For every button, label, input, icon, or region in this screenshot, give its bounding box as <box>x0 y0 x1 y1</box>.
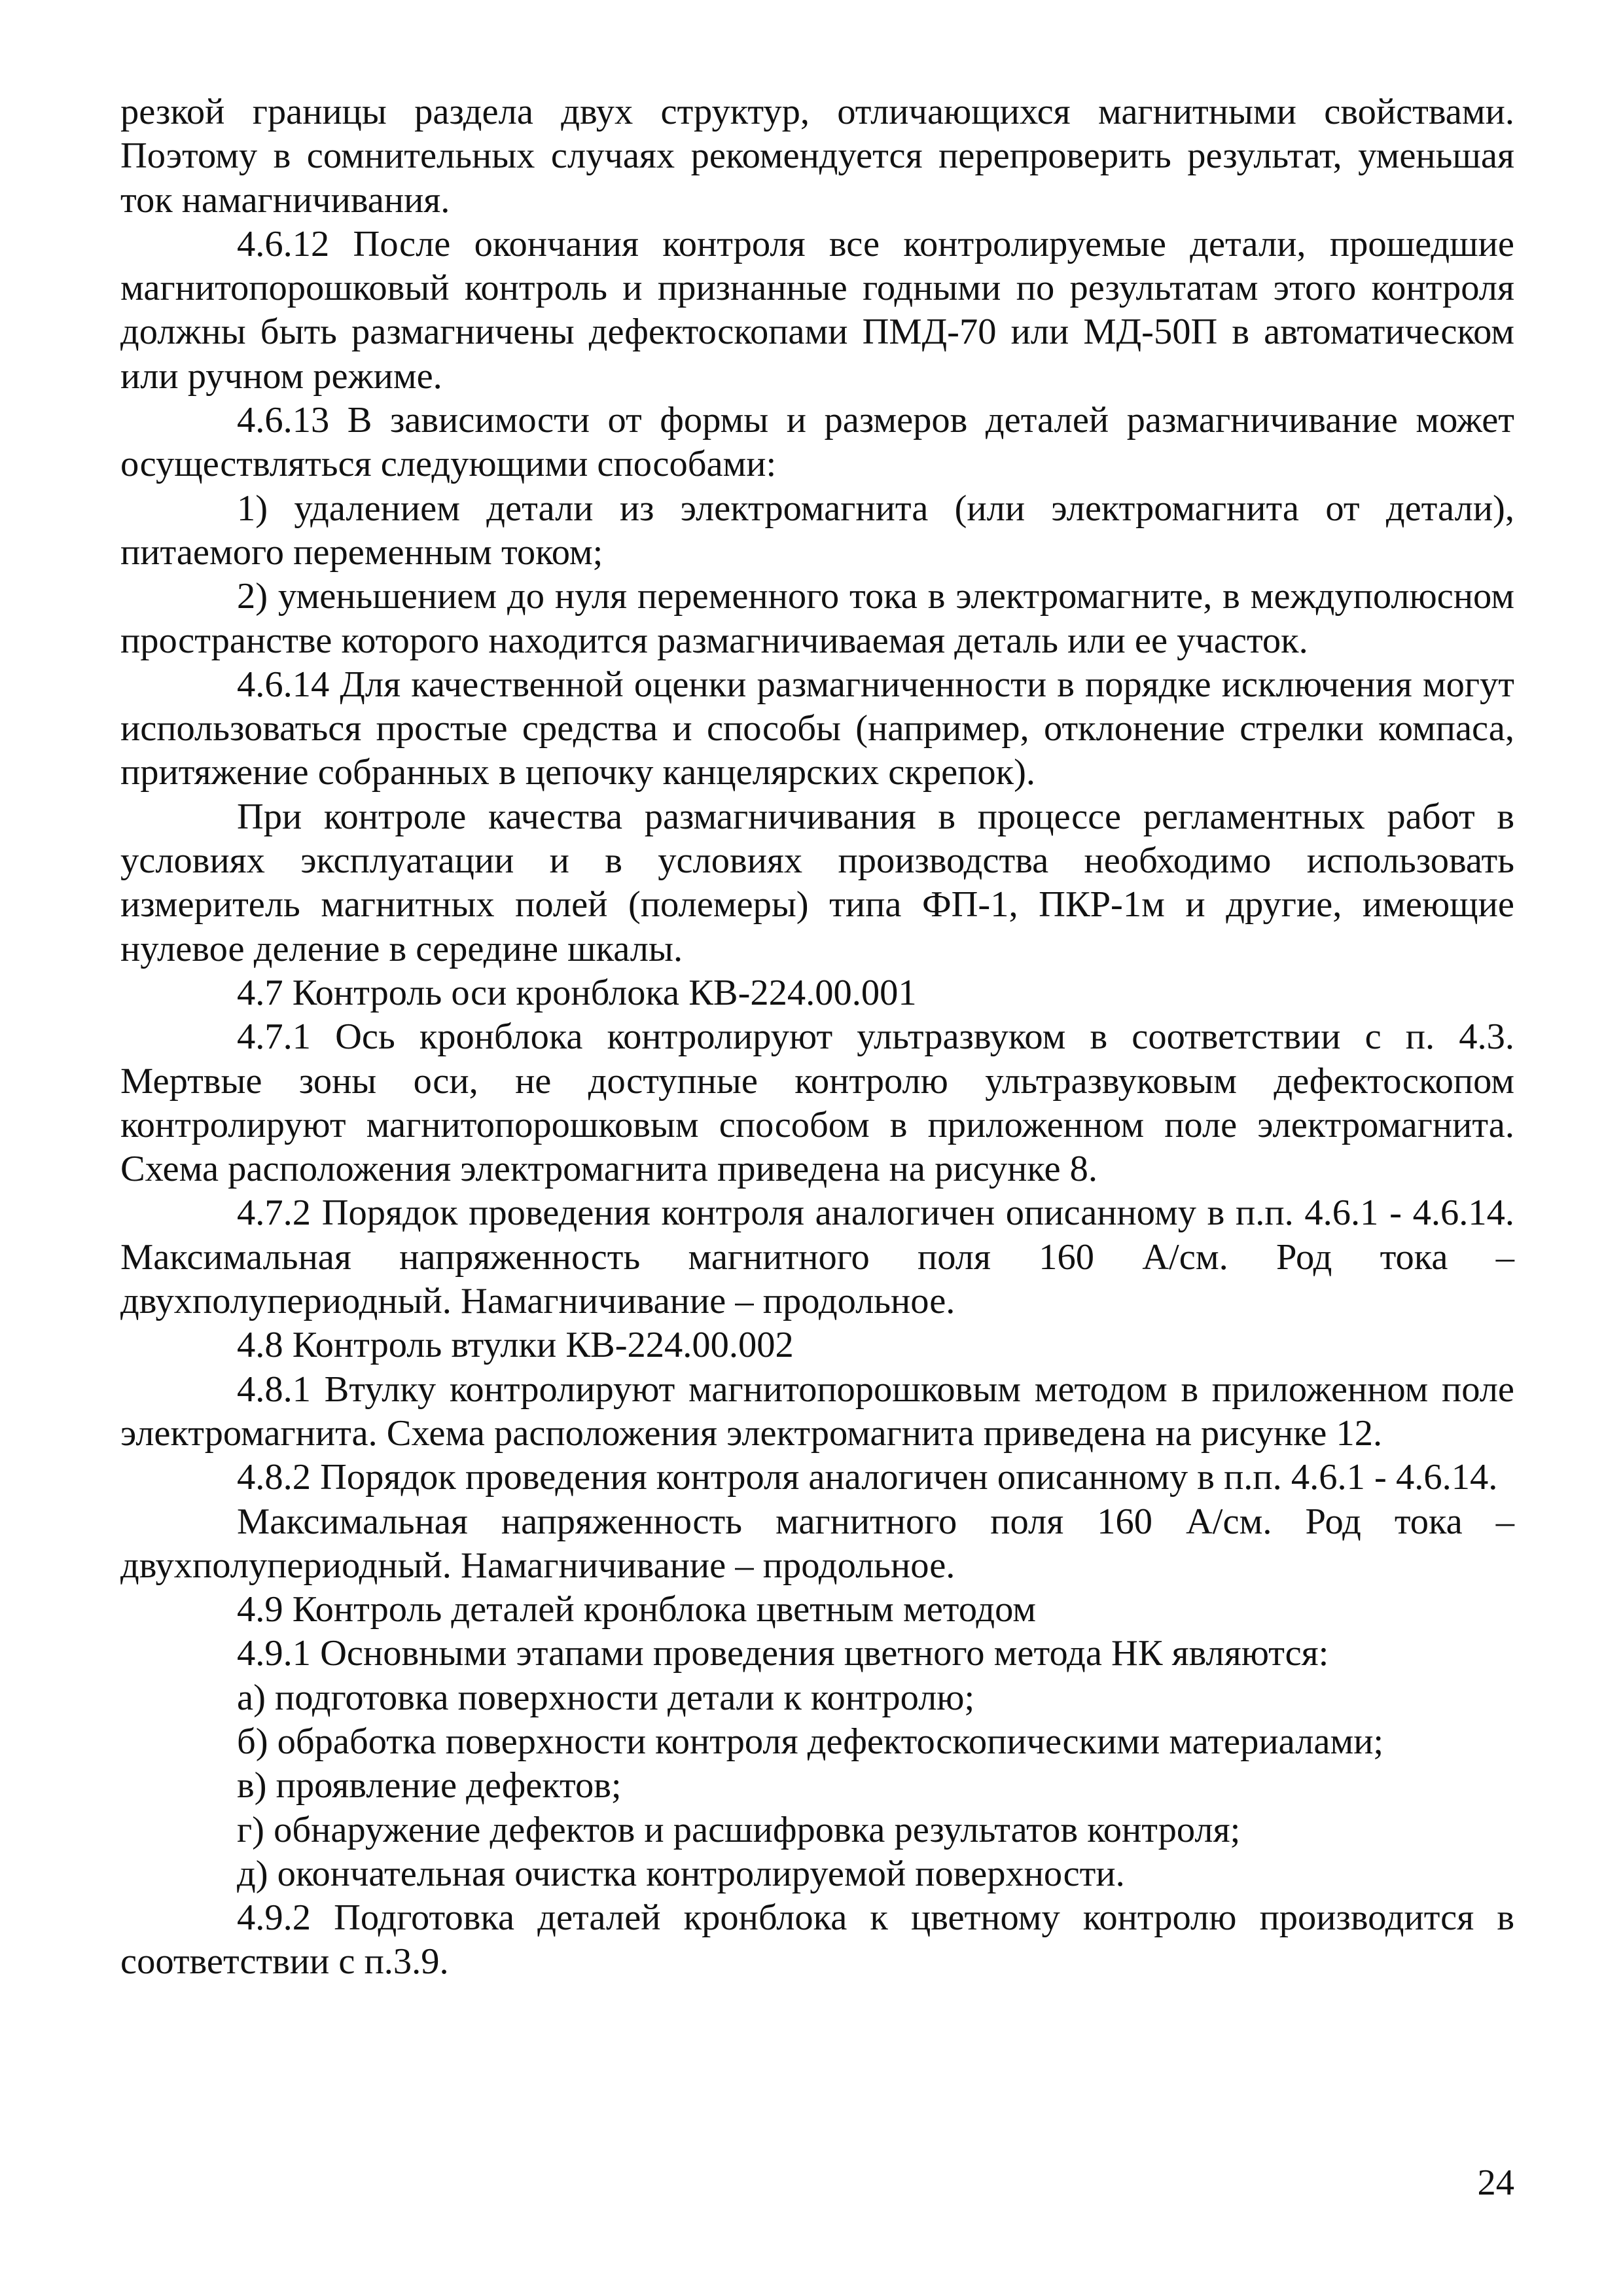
paragraph-4-6-13: 4.6.13 В зависимости от формы и размеров деталей размагничивание может осуществляться следующими способами: <box>120 400 1514 485</box>
paragraph-4-9-1: 4.9.1 Основными этапами проведения цветного метода НК являются: <box>237 1633 1329 1674</box>
list-item-2: 2) уменьшением до нуля переменного тока в электромагните, в междуполюсном пространстве которого находится размагничиваемая деталь или ее участок. <box>120 576 1514 661</box>
list-item-a: а) подготовка поверхности детали к контролю; <box>237 1677 975 1718</box>
document-body <box>120 90 1514 1984</box>
paragraph-demagnetization-quality: При контроле качества размагничивания в процессе регламентных работ в условиях эксплуатации и в условиях производства необходимо использовать измеритель магнитных полей (полемеры) типа ФП-1, ПКР-1м и другие, имеющие нулевое деление в середине шкалы. <box>120 796 1514 969</box>
heading-4-8: 4.8 Контроль втулки КВ-224.00.002 <box>237 1325 794 1366</box>
paragraph-4-8-2: 4.8.2 Порядок проведения контроля аналогичен описанному в п.п. 4.6.1 - 4.6.14. <box>237 1457 1498 1498</box>
list-item-g: г) обнаружение дефектов и расшифровка результатов контроля; <box>237 1809 1241 1850</box>
paragraph-continuation: резкой границы раздела двух структур, отличающихся магнитными свойствами. Поэтому в сомнительных случаях рекомендуется перепроверить результат, уменьшая ток намагничивания. <box>120 92 1514 221</box>
heading-4-7: 4.7 Контроль оси кронблока КВ-224.00.001 <box>237 972 917 1013</box>
paragraph-4-6-14: 4.6.14 Для качественной оценки размагниченности в порядке исключения могут использоваться простые средства и способы (например, отклонение стрелки компаса, притяжение собранных в цепочку канцелярских скрепок). <box>120 664 1514 793</box>
paragraph-4-8-1: 4.8.1 Втулку контролируют магнитопорошковым методом в приложенном поле электромагнита. Схема расположения электромагнита приведена на рисунке 12. <box>120 1369 1514 1454</box>
paragraph-field-strength: Максимальная напряженность магнитного поля 160 А/см. Род тока – двухполупериодный. Намагничивание – продольное. <box>120 1501 1514 1586</box>
list-item-b: б) обработка поверхности контроля дефектоскопическими материалами; <box>237 1721 1384 1762</box>
list-item-1: 1) удалением детали из электромагнита (или электромагнита от детали), питаемого переменным током; <box>120 488 1514 573</box>
list-item-v: в) проявление дефектов; <box>237 1765 622 1806</box>
paragraph-4-6-12: 4.6.12 После окончания контроля все контролируемые детали, прошедшие магнитопорошковый контроль и признанные годными по результатам этого контроля должны быть размагничены дефектоскопами ПМД-70 или МД-50П в автоматическом или ручном режиме. <box>120 223 1514 397</box>
heading-4-9: 4.9 Контроль деталей кронблока цветным методом <box>237 1589 1037 1630</box>
paragraph-4-9-2: 4.9.2 Подготовка деталей кронблока к цветному контролю производится в соответствии с п.3.9. <box>120 1897 1514 1982</box>
page-number: 24 <box>1477 2162 1514 2203</box>
list-item-d: д) окончательная очистка контролируемой поверхности. <box>237 1853 1125 1894</box>
paragraph-4-7-2: 4.7.2 Порядок проведения контроля аналогичен описанному в п.п. 4.6.1 - 4.6.14. Максимальная напряженность магнитного поля 160 А/см. Род тока – двухполупериодный. Намагничивание – продольное. <box>120 1193 1514 1322</box>
paragraph-4-7-1: 4.7.1 Ось кронблока контролируют ультразвуком в соответствии с п. 4.3. Мертвые зоны оси, не доступные контролю ультразвуковым дефектоскопом контролируют магнитопорошковым способом в приложенном поле электромагнита. Схема расположения электромагнита приведена на рисунке 8. <box>120 1016 1514 1190</box>
